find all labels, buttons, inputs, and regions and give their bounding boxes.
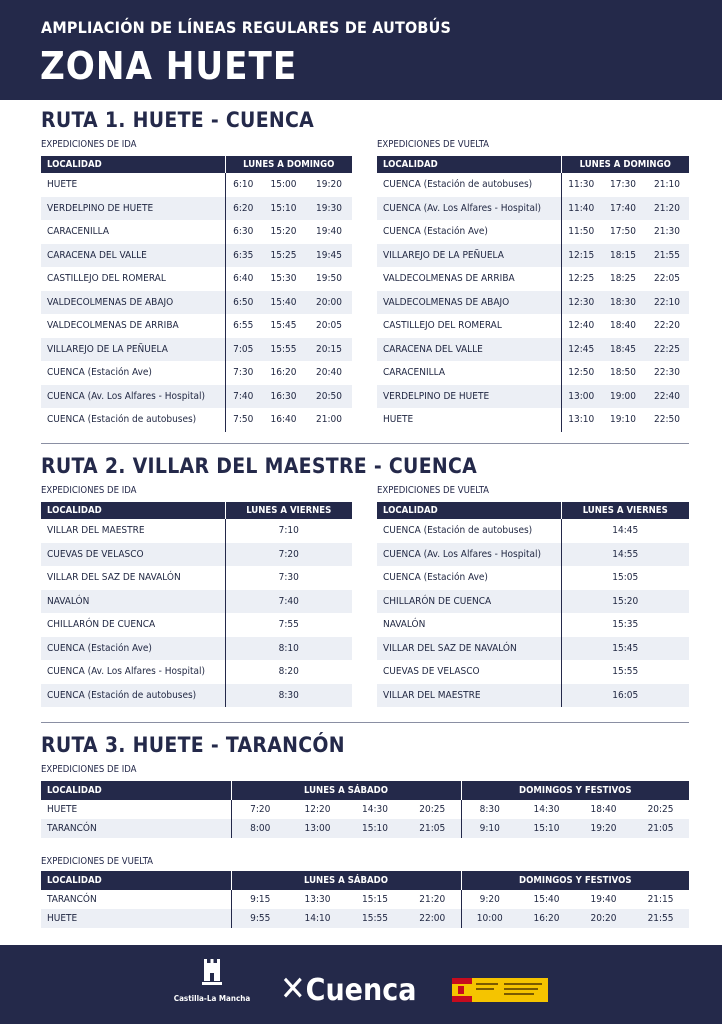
col-days: LUNES A DOMINGO — [225, 156, 352, 173]
table-row — [41, 819, 689, 838]
departure-time: 8:00 — [231, 819, 289, 838]
table-row — [41, 613, 352, 637]
route2-vuelta-label: EXPEDICIONES DE VUELTA — [377, 485, 490, 496]
divider — [41, 443, 689, 444]
departure-time: 6:40 — [233, 273, 254, 285]
departure-time: 19:50 — [316, 273, 342, 285]
route1-ida-label: EXPEDICIONES DE IDA — [41, 139, 137, 150]
departure-time: 19:20 — [575, 819, 632, 838]
departure-time: 6:35 — [225, 244, 261, 268]
departure-time: 17:50 — [610, 226, 636, 238]
stop-name: VALDECOLMENAS DE ABAJO — [377, 291, 561, 315]
route3-vuelta-table — [41, 871, 689, 928]
departure-time: 13:00 — [561, 385, 601, 409]
table-row — [41, 173, 352, 197]
departure-time: 14:45 — [612, 525, 639, 537]
departure-time: 12:45 — [561, 338, 601, 362]
table-row — [41, 220, 352, 244]
route3-ida-table — [41, 781, 689, 838]
col-domingos-festivos: DOMINGOS Y FESTIVOS — [461, 781, 689, 800]
stop-name: CUENCA (Estación Ave) — [377, 220, 561, 244]
departure-time: 18:15 — [601, 244, 645, 268]
departure-time: 15:20 — [270, 226, 297, 238]
departure-time: 19:45 — [306, 244, 352, 268]
stop-name: VILLAREJO DE LA PEÑUELA — [41, 338, 225, 362]
col-days: LUNES A DOMINGO — [561, 156, 689, 173]
route1-vuelta-table — [377, 156, 689, 432]
stop-name: CUENCA (Estación de autobuses) — [41, 684, 225, 708]
table-row — [377, 519, 689, 543]
departure-time: 7:10 — [278, 525, 299, 537]
departure-time: 16:20 — [518, 909, 575, 928]
stop-name: NAVALÓN — [41, 590, 225, 614]
table-row — [377, 684, 689, 708]
departure-time: 9:15 — [250, 894, 271, 905]
stop-name: CUENCA (Estación Ave) — [41, 637, 225, 661]
departure-time: 21:05 — [632, 819, 689, 838]
departure-time: 21:15 — [647, 894, 674, 905]
departure-time: 12:30 — [561, 291, 601, 315]
departure-time: 19:00 — [601, 385, 645, 409]
table-row — [41, 566, 352, 590]
table-row — [41, 543, 352, 567]
stop-name: VERDELPINO DE HUETE — [377, 385, 561, 409]
departure-time: 19:40 — [590, 894, 617, 905]
departure-time: 18:50 — [610, 367, 636, 379]
stop-name: CUEVAS DE VELASCO — [377, 660, 561, 684]
departure-time: 15:40 — [261, 291, 306, 315]
table-row — [377, 361, 689, 385]
departure-time: 22:00 — [404, 909, 461, 928]
departure-time: 18:30 — [601, 291, 645, 315]
stop-name: CUENCA (Av. Los Alfares - Hospital) — [377, 197, 561, 221]
route1-title: RUTA 1. HUETE - CUENCA — [41, 108, 315, 132]
stop-name: CARACENA DEL VALLE — [41, 244, 225, 268]
stop-name: HUETE — [41, 909, 231, 928]
stop-name: TARANCÓN — [41, 890, 231, 909]
divider — [41, 722, 689, 723]
departure-time: 8:30 — [225, 684, 352, 708]
departure-time: 15:45 — [561, 637, 689, 661]
stop-name: VALDECOLMENAS DE ABAJO — [41, 291, 225, 315]
table-row — [377, 385, 689, 409]
table-row — [41, 684, 352, 708]
departure-time: 15:55 — [346, 909, 404, 928]
castilla-la-mancha-logo — [172, 957, 252, 1003]
departure-time: 21:55 — [632, 909, 689, 928]
departure-time: 7:40 — [225, 385, 261, 409]
departure-time: 15:25 — [261, 244, 306, 268]
stop-name: CUENCA (Av. Los Alfares - Hospital) — [377, 543, 561, 567]
stop-name: CHILLARÓN DE CUENCA — [377, 590, 561, 614]
stop-name: VERDELPINO DE HUETE — [41, 197, 225, 221]
departure-time: 12:40 — [568, 320, 595, 332]
departure-time: 7:30 — [278, 572, 299, 584]
departure-time: 6:50 — [225, 291, 261, 315]
departure-time: 7:40 — [225, 590, 352, 614]
departure-time: 15:30 — [270, 273, 297, 285]
castilla-la-mancha-label: Castilla-La Mancha — [173, 994, 251, 1003]
departure-time: 8:30 — [479, 804, 500, 815]
departure-time: 9:20 — [479, 894, 500, 905]
table-row — [377, 543, 689, 567]
stop-name: CUENCA (Av. Los Alfares - Hospital) — [41, 660, 225, 684]
departure-time: 15:55 — [612, 666, 639, 678]
table-row — [41, 244, 352, 268]
table-row — [41, 291, 352, 315]
departure-time: 21:05 — [404, 819, 461, 838]
table-row — [377, 613, 689, 637]
departure-time: 8:10 — [225, 637, 352, 661]
departure-time: 17:30 — [610, 179, 636, 191]
departure-time: 20:50 — [306, 385, 352, 409]
table-row — [41, 519, 352, 543]
departure-time: 6:10 — [233, 179, 254, 191]
departure-time: 13:30 — [304, 894, 331, 905]
stop-name: CUENCA (Estación Ave) — [41, 361, 225, 385]
departure-time: 15:05 — [612, 572, 639, 584]
departure-time: 14:10 — [289, 909, 346, 928]
route2-vuelta-table — [377, 502, 689, 707]
route3-ida-label: EXPEDICIONES DE IDA — [41, 764, 137, 775]
table-row — [377, 244, 689, 268]
col-localidad: LOCALIDAD — [41, 781, 231, 800]
col-days: LUNES A VIERNES — [561, 502, 689, 519]
departure-time: 15:45 — [270, 320, 297, 332]
table-row — [41, 660, 352, 684]
stop-name: HUETE — [377, 408, 561, 432]
departure-time: 19:10 — [610, 414, 636, 426]
departure-time: 22:05 — [654, 273, 680, 285]
departure-time: 12:25 — [568, 273, 595, 285]
departure-time: 16:20 — [270, 367, 297, 379]
departure-time: 15:40 — [533, 894, 560, 905]
route1-vuelta-label: EXPEDICIONES DE VUELTA — [377, 139, 490, 150]
departure-time: 13:00 — [289, 819, 346, 838]
gobierno-espana-logo — [452, 978, 548, 1002]
stop-name: HUETE — [41, 173, 225, 197]
col-localidad: LOCALIDAD — [377, 502, 561, 519]
stop-name: CARACENILLA — [41, 220, 225, 244]
stop-name: HUETE — [41, 800, 231, 819]
table-row — [41, 267, 352, 291]
table-row — [41, 637, 352, 661]
castle-icon — [200, 957, 224, 987]
departure-time: 22:30 — [654, 367, 680, 379]
departure-time: 18:45 — [601, 338, 645, 362]
table-row — [377, 338, 689, 362]
table-row — [41, 890, 689, 909]
departure-time: 15:35 — [612, 619, 639, 631]
departure-time: 7:50 — [233, 414, 254, 426]
departure-time: 18:40 — [590, 804, 617, 815]
departure-time: 15:15 — [362, 894, 388, 905]
departure-time: 7:55 — [278, 619, 299, 631]
table-row — [377, 220, 689, 244]
table-row — [41, 408, 352, 432]
departure-time: 20:25 — [404, 800, 461, 819]
col-localidad: LOCALIDAD — [377, 156, 561, 173]
departure-time: 7:05 — [225, 338, 261, 362]
table-row — [41, 338, 352, 362]
table-row — [377, 408, 689, 432]
page-title: ZONA HUETE — [40, 44, 298, 88]
departure-time: 9:55 — [231, 909, 289, 928]
departure-time: 7:20 — [250, 804, 271, 815]
stop-name: CASTILLEJO DEL ROMERAL — [377, 314, 561, 338]
stop-name: VILLAR DEL SAZ DE NAVALÓN — [377, 637, 561, 661]
footer — [0, 945, 722, 1024]
col-lunes-sabado: LUNES A SÁBADO — [231, 871, 461, 890]
departure-time: 15:20 — [561, 590, 689, 614]
table-row — [41, 909, 689, 928]
departure-time: 10:00 — [461, 909, 518, 928]
departure-time: 20:00 — [306, 291, 352, 315]
departure-time: 21:10 — [654, 179, 680, 191]
table-row — [41, 385, 352, 409]
stop-name: NAVALÓN — [377, 613, 561, 637]
table-row — [377, 637, 689, 661]
header-banner — [0, 0, 722, 100]
spain-government-emblem-icon — [452, 978, 548, 1002]
cuenca-logo-text: Cuenca — [305, 973, 417, 1008]
table-row — [377, 291, 689, 315]
departure-time: 21:20 — [645, 197, 689, 221]
departure-time: 20:05 — [316, 320, 342, 332]
departure-time: 13:10 — [568, 414, 595, 426]
stop-name: CUENCA (Estación Ave) — [377, 566, 561, 590]
departure-time: 15:10 — [518, 819, 575, 838]
departure-time: 22:50 — [654, 414, 680, 426]
cuenca-logo — [280, 969, 416, 1009]
stop-name: CASTILLEJO DEL ROMERAL — [41, 267, 225, 291]
table-row — [377, 173, 689, 197]
departure-time: 14:55 — [561, 543, 689, 567]
departure-time: 17:40 — [601, 197, 645, 221]
departure-time: 15:10 — [261, 197, 306, 221]
departure-time: 20:20 — [575, 909, 632, 928]
route1-ida-table — [41, 156, 352, 432]
departure-time: 12:20 — [304, 804, 331, 815]
x-mark-icon: ✕ — [280, 969, 306, 1009]
departure-time: 11:30 — [568, 179, 595, 191]
col-lunes-sabado: LUNES A SÁBADO — [231, 781, 461, 800]
table-row — [41, 800, 689, 819]
col-domingos-festivos: DOMINGOS Y FESTIVOS — [461, 871, 689, 890]
departure-time: 14:30 — [533, 804, 560, 815]
departure-time: 12:50 — [568, 367, 595, 379]
departure-time: 6:55 — [233, 320, 254, 332]
table-row — [377, 267, 689, 291]
stop-name: CARACENILLA — [377, 361, 561, 385]
departure-time: 22:10 — [645, 291, 689, 315]
departure-time: 16:05 — [561, 684, 689, 708]
stop-name: CUEVAS DE VELASCO — [41, 543, 225, 567]
departure-time: 19:20 — [316, 179, 342, 191]
stop-name: VILLAR DEL MAESTRE — [41, 519, 225, 543]
stop-name: VILLAR DEL MAESTRE — [377, 684, 561, 708]
departure-time: 20:15 — [306, 338, 352, 362]
route3-vuelta-label: EXPEDICIONES DE VUELTA — [41, 856, 154, 867]
departure-time: 16:30 — [261, 385, 306, 409]
header-subtitle: AMPLIACIÓN DE LÍNEAS REGULARES DE AUTOBÚS — [41, 18, 452, 37]
col-localidad: LOCALIDAD — [41, 156, 225, 173]
departure-time: 20:40 — [316, 367, 342, 379]
departure-time: 22:25 — [645, 338, 689, 362]
stop-name: CARACENA DEL VALLE — [377, 338, 561, 362]
col-localidad: LOCALIDAD — [41, 871, 231, 890]
departure-time: 22:40 — [645, 385, 689, 409]
table-row — [377, 566, 689, 590]
table-row — [377, 197, 689, 221]
departure-time: 19:40 — [316, 226, 342, 238]
departure-time: 19:30 — [306, 197, 352, 221]
route3-title: RUTA 3. HUETE - TARANCÓN — [41, 733, 345, 757]
table-row — [377, 314, 689, 338]
departure-time: 9:10 — [461, 819, 518, 838]
stop-name: CUENCA (Estación de autobuses) — [377, 173, 561, 197]
route2-ida-table — [41, 502, 352, 707]
stop-name: CUENCA (Av. Los Alfares - Hospital) — [41, 385, 225, 409]
departure-time: 7:30 — [233, 367, 254, 379]
departure-time: 21:00 — [316, 414, 342, 426]
departure-time: 18:40 — [610, 320, 636, 332]
stop-name: CUENCA (Estación de autobuses) — [377, 519, 561, 543]
stop-name: VALDECOLMENAS DE ARRIBA — [41, 314, 225, 338]
stop-name: VILLAREJO DE LA PEÑUELA — [377, 244, 561, 268]
departure-time: 20:25 — [647, 804, 674, 815]
departure-time: 21:55 — [645, 244, 689, 268]
departure-time: 11:40 — [561, 197, 601, 221]
table-row — [41, 590, 352, 614]
departure-time: 7:20 — [225, 543, 352, 567]
stop-name: CUENCA (Estación de autobuses) — [41, 408, 225, 432]
departure-time: 15:00 — [270, 179, 297, 191]
departure-time: 21:20 — [404, 890, 461, 909]
table-row — [377, 660, 689, 684]
departure-time: 15:10 — [346, 819, 404, 838]
departure-time: 6:20 — [225, 197, 261, 221]
departure-time: 21:30 — [654, 226, 680, 238]
table-row — [41, 197, 352, 221]
departure-time: 18:25 — [610, 273, 636, 285]
departure-time: 12:15 — [561, 244, 601, 268]
departure-time: 6:30 — [233, 226, 254, 238]
departure-time: 15:55 — [261, 338, 306, 362]
table-row — [377, 590, 689, 614]
departure-time: 11:50 — [568, 226, 595, 238]
departure-time: 16:40 — [270, 414, 297, 426]
stop-name: VILLAR DEL SAZ DE NAVALÓN — [41, 566, 225, 590]
stop-name: VALDECOLMENAS DE ARRIBA — [377, 267, 561, 291]
departure-time: 22:20 — [654, 320, 680, 332]
route2-title: RUTA 2. VILLAR DEL MAESTRE - CUENCA — [41, 454, 478, 478]
table-row — [41, 314, 352, 338]
stop-name: CHILLARÓN DE CUENCA — [41, 613, 225, 637]
departure-time: 14:30 — [362, 804, 388, 815]
table-row — [41, 361, 352, 385]
route2-ida-label: EXPEDICIONES DE IDA — [41, 485, 137, 496]
departure-time: 8:20 — [278, 666, 299, 678]
col-localidad: LOCALIDAD — [41, 502, 225, 519]
col-days: LUNES A VIERNES — [225, 502, 352, 519]
stop-name: TARANCÓN — [41, 819, 231, 838]
